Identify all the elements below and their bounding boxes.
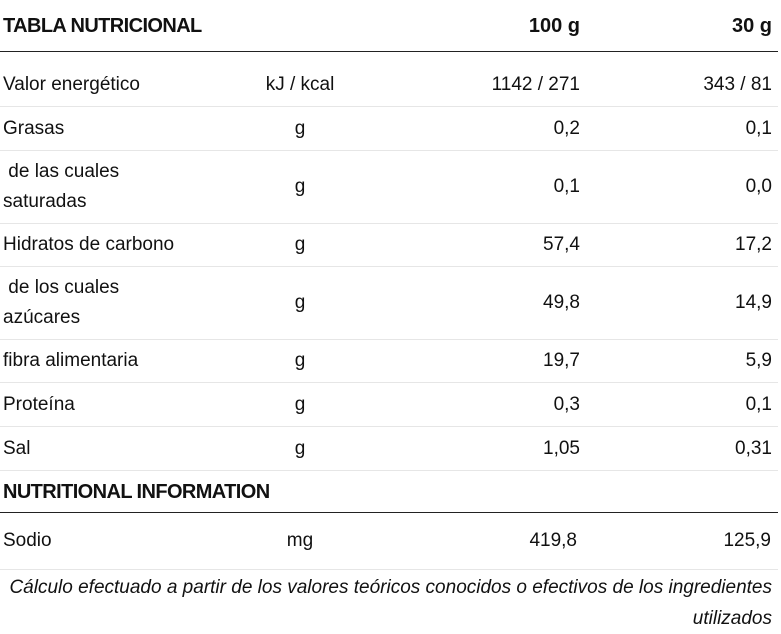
table-row-sugars	[0, 267, 778, 340]
row-unit: g	[294, 117, 306, 139]
row-value-30g: 0,31	[735, 437, 772, 459]
table-row-fiber	[0, 340, 778, 383]
row-value-30g: 0,1	[745, 393, 772, 415]
row-value-30g: 14,9	[735, 292, 772, 313]
row-value-100g: 1,05	[543, 437, 580, 459]
row-name: Proteína	[3, 393, 75, 415]
row-name: Hidratos de carbono	[3, 234, 175, 255]
row-value-100g: 49,8	[543, 292, 580, 313]
row-value-100g: 0,2	[553, 117, 580, 139]
row-unit: g	[294, 176, 306, 197]
table-row-salt	[0, 427, 778, 471]
table-row-protein	[0, 383, 778, 427]
row-unit: g	[294, 350, 306, 371]
row-value-30g: 0,0	[745, 176, 772, 197]
row-name: Valor energético	[3, 73, 140, 95]
column-header-30g: 30 g	[731, 14, 772, 37]
row-name-line2: azúcares	[3, 307, 81, 328]
row-value-100g: 19,7	[543, 350, 580, 371]
table-title: TABLA NUTRICIONAL	[3, 14, 202, 37]
row-value-30g: 5,9	[745, 350, 772, 371]
table-row-carbohydrates	[0, 224, 778, 267]
row-value-100g: 0,1	[553, 176, 580, 197]
table-row-sodium	[0, 513, 778, 570]
row-unit: g	[294, 292, 306, 313]
row-name	[0, 157, 225, 217]
table-row-energy	[0, 63, 778, 107]
row-unit: g	[294, 234, 306, 255]
row-value-30g: 125,9	[723, 530, 771, 551]
table-row-fat	[0, 107, 778, 151]
row-value-30g: 343 / 81	[703, 73, 772, 95]
column-header-100g: 100 g	[528, 14, 580, 37]
table-header	[0, 0, 778, 52]
section-title: NUTRITIONAL INFORMATION	[3, 480, 270, 503]
row-value-100g: 0,3	[553, 393, 580, 415]
table-row-saturated-fat	[0, 151, 778, 224]
row-value-30g: 17,2	[735, 234, 772, 255]
row-value-100g: 1142 / 271	[491, 73, 580, 95]
row-value-100g: 419,8	[529, 530, 577, 551]
footnote: Cálculo efectuado a partir de los valores teóricos conocidos o efectivos de los ingredientes utilizados	[9, 577, 772, 629]
row-value-100g: 57,4	[543, 234, 580, 255]
row-unit: g	[294, 437, 306, 459]
row-name: Grasas	[3, 117, 65, 139]
row-name: Sal	[3, 437, 31, 459]
section-header-nutritional-information	[0, 471, 778, 513]
row-unit: mg	[286, 530, 314, 551]
row-name-line1: de las cuales	[3, 161, 120, 182]
row-name-line1: de los cuales	[3, 277, 120, 298]
row-value-30g: 0,1	[745, 117, 772, 139]
row-name: fibra alimentaria	[3, 350, 139, 371]
row-unit: g	[294, 393, 306, 415]
row-unit: kJ / kcal	[265, 73, 335, 95]
row-name: Sodio	[3, 530, 52, 551]
row-name-line2: saturadas	[3, 191, 87, 212]
row-name	[0, 273, 225, 333]
